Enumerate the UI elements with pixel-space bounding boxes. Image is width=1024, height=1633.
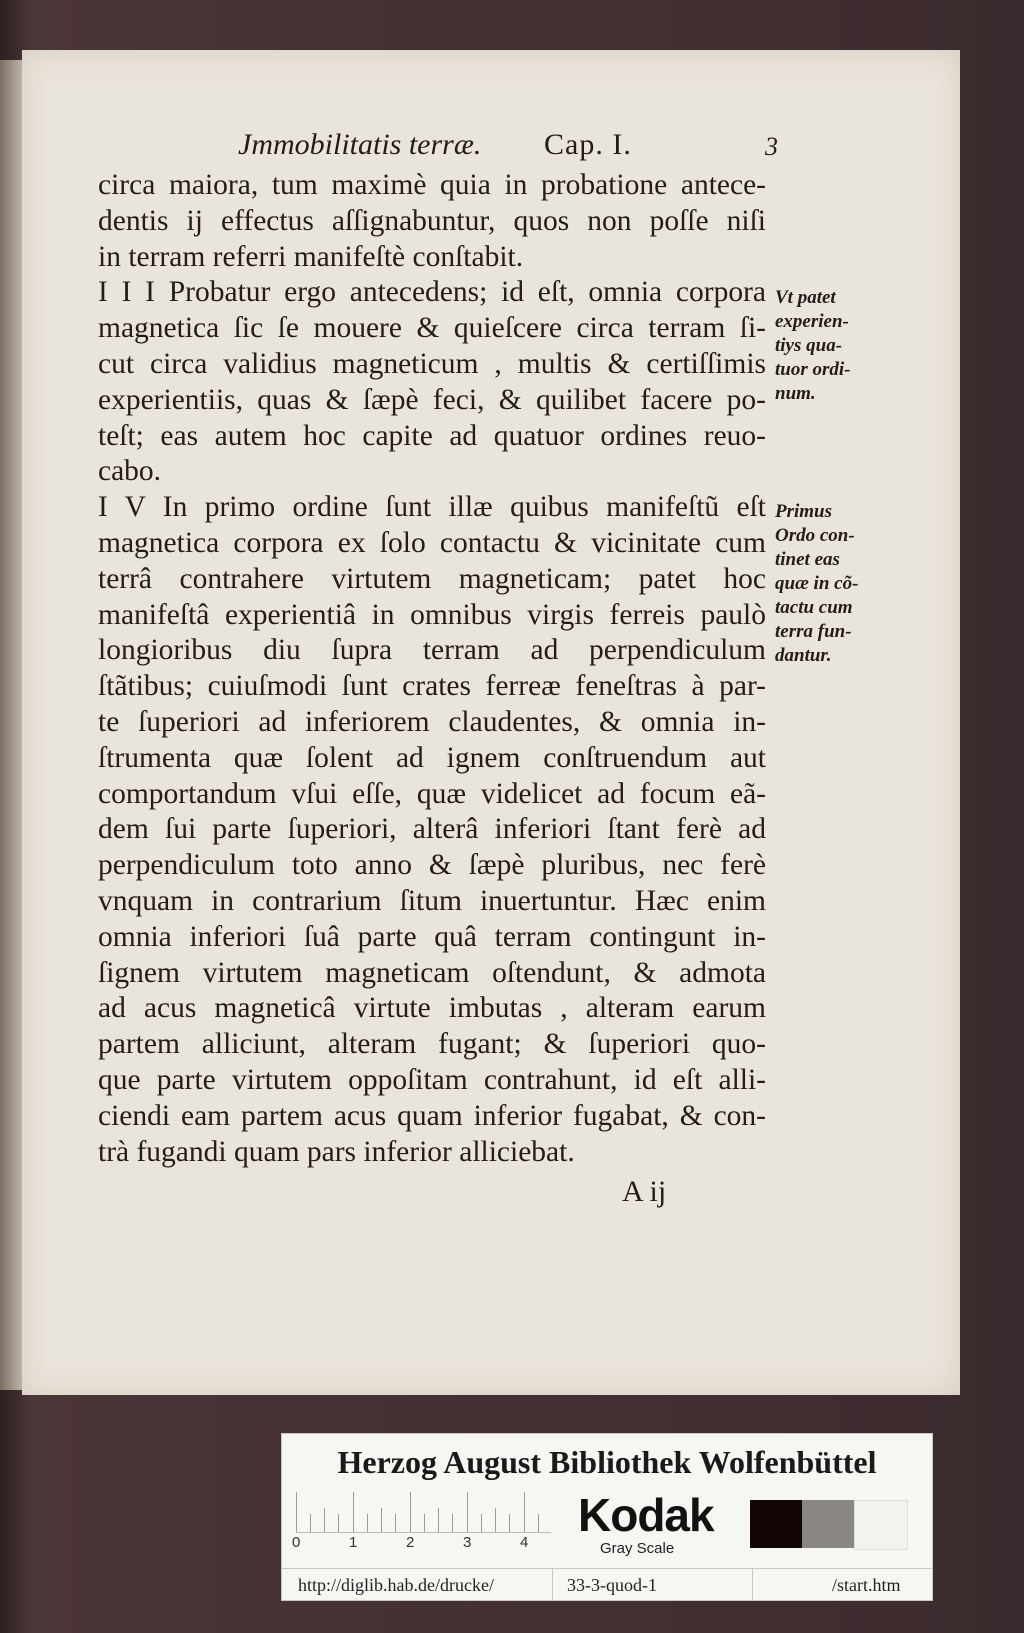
card-url-bar [282,1568,932,1601]
previous-page-edge [0,60,22,1390]
margin-note-experiments [775,286,875,406]
text-line: magnetica ſic ſe mouere & quieſcere circa terram ſi- [98,312,766,345]
ruler-tick [438,1508,439,1532]
text-line: teſt; eas autem hoc capite ad quatuor ordines reuo- [98,419,766,452]
ruler-tick [367,1514,368,1532]
ruler-tick [296,1492,297,1532]
running-head-title: Jmmobilitatis terræ. [238,128,482,161]
black-swatch [750,1500,802,1548]
text-line: que parte virtutem oppoſitam contrahunt, id eſt alli- [98,1063,766,1096]
signature-mark: A ij [622,1175,667,1208]
text-line: I I I Probatur ergo antecedens; id eſt, omnia corpora [98,276,766,309]
ruler-tick [338,1514,339,1532]
text-line: comportandum vſui eſſe, quæ videlicet ad focum eã- [98,777,766,810]
ruler-tick [538,1514,539,1532]
ruler-tick [310,1514,311,1532]
margin-note-line: num. [775,383,816,404]
ruler-tick [424,1514,425,1532]
ruler-tick [509,1514,510,1532]
ruler-tick [481,1514,482,1532]
text-line: dem ſui parte ſuperiori, alterâ inferiori ſtant ferè ad [98,813,766,846]
ruler-tick [381,1508,382,1532]
scale-ruler [296,1492,551,1533]
ruler-tick [452,1514,453,1532]
scale-number: 0 [292,1534,301,1551]
scale-number: 4 [520,1534,529,1551]
url-suffix: /start.htm [832,1575,901,1595]
margin-note-line: experien- [775,311,849,332]
ruler-tick [410,1492,411,1532]
divider [552,1569,553,1601]
text-line: I V In primo ordine ſunt illæ quibus manifeſtũ eſt [98,491,766,524]
text-line: dentis ij effectus aſſignabuntur, quos non poſſe niſi [98,204,766,237]
gray-swatch [802,1500,854,1548]
running-head [238,128,778,168]
white-swatch [854,1500,908,1550]
library-color-card [281,1433,933,1601]
text-line: vnquam in contrarium ſitum inuertuntur. Hæc enim [98,884,766,917]
ruler-tick [495,1508,496,1532]
url-shelfmark: 33-3-quod-1 [567,1575,657,1595]
divider [752,1569,753,1601]
chapter-label: Cap. I. [544,128,632,161]
text-line: ciendi eam partem acus quam inferior fugabat, & con- [98,1099,766,1132]
url-base: http://diglib.hab.de/drucke/ [298,1575,494,1595]
margin-note-line: tinet eas [775,549,840,570]
margin-note-line: dantur. [775,645,832,666]
scale-number: 1 [349,1534,358,1551]
library-name: Herzog August Bibliothek Wolfenbüttel [337,1444,877,1480]
text-line: cut circa validius magneticum , multis & certiſſimis [98,347,766,380]
text-line: ſtãtibus; cuiuſmodi ſunt crates ferreæ feneſtras à par- [98,670,766,703]
text-line: ſignem virtutem magneticam oſtendunt, & admota [98,956,766,989]
text-line: magnetica corpora ex ſolo contactu & vicinitate cum [98,526,766,559]
page-number: 3 [765,132,778,161]
body-text [98,168,766,1170]
ruler-tick [353,1492,354,1532]
text-line: partem alliciunt, alteram fugant; & ſuperiori quo- [98,1028,766,1061]
ruler-tick [467,1492,468,1532]
text-line: in terram referri manifeſtè conſtabit. [98,240,524,273]
ruler-tick [324,1508,325,1532]
text-line: ad acus magneticâ virtute imbutas , alteram earum [98,992,766,1025]
margin-note-line: tuor ordi- [775,359,851,380]
text-line: cabo. [98,455,162,488]
text-line: terrâ contrahere virtutem magneticam; patet hoc [98,562,766,595]
text-line: longioribus diu ſupra terram ad perpendiculum [98,634,766,667]
scale-numbers [292,1534,556,1556]
scale-number: 2 [406,1534,415,1551]
margin-note-first-order [775,500,875,668]
margin-note-line: Vt patet [775,287,836,308]
margin-note-line: tiys qua- [775,335,843,356]
scale-number: 3 [463,1534,472,1551]
text-line: manifeſtâ experientiâ in omnibus virgis ferreis paulò [98,598,766,631]
text-line: te ſuperiori ad inferiorem claudentes, & omnia in- [98,705,766,738]
ruler-tick [395,1514,396,1532]
ruler-tick [524,1492,525,1532]
text-line: experientiis, quas & ſæpè feci, & quilibet facere po- [98,383,766,416]
text-line: circa maiora, tum maximè quia in probatione antece- [98,169,766,201]
text-line: perpendiculum toto anno & ſæpè pluribus, nec ferè [98,849,766,882]
margin-note-line: Ordo con- [775,525,855,546]
margin-note-line: quæ in cõ- [775,573,859,594]
text-line: omnia inferiori ſuâ parte quâ terram contingunt in- [98,920,766,953]
margin-note-line: tactu cum [775,597,853,618]
kodak-logo: Kodak [578,1489,714,1541]
text-line: ſtrumenta quæ ſolent ad ignem conſtruendum aut [98,741,766,774]
gray-scale-label: Gray Scale [600,1540,675,1557]
margin-note-line: terra fun- [775,621,852,642]
margin-note-line: Primus [775,501,833,522]
text-line: trà fugandi quam pars inferior alliciebat. [98,1135,575,1168]
